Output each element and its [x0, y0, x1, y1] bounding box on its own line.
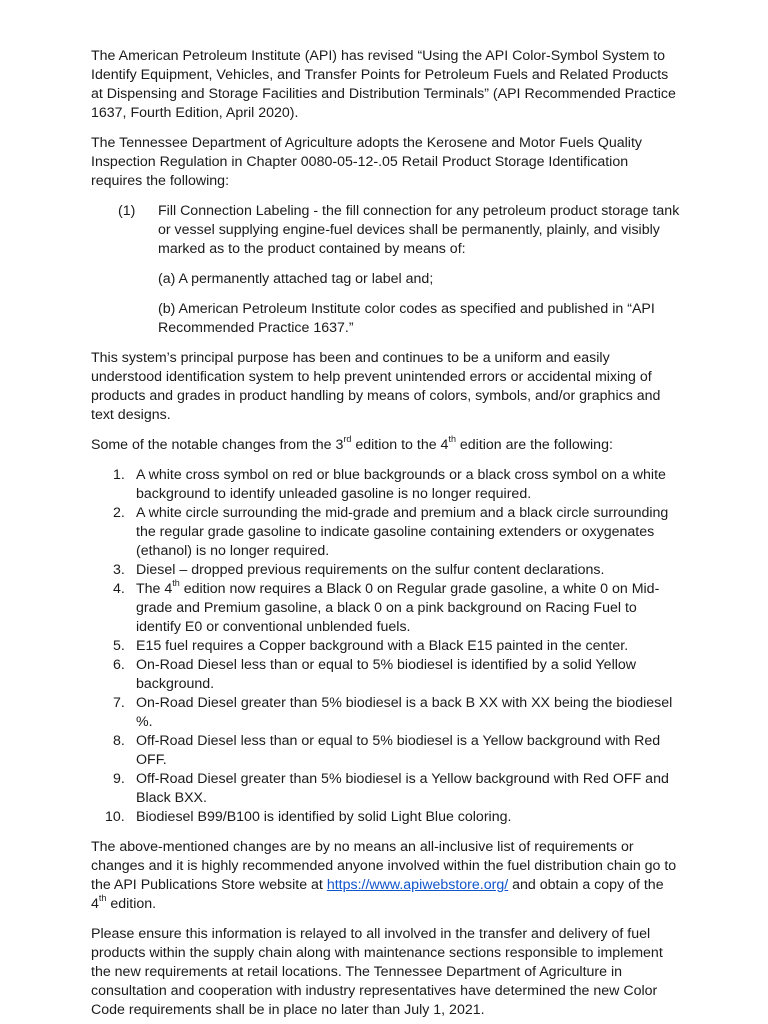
list-item: 5. E15 fuel requires a Copper background with a Black E15 painted in the center. — [113, 638, 629, 654]
api-webstore-link[interactable]: https://www.apiwebstore.org/ — [326, 877, 509, 893]
regulation-item-number: (1) — [118, 203, 136, 219]
paragraph-notable-changes-intro: Some of the notable changes from the 3rd edition to the 4th edition are the following: — [91, 434, 613, 453]
list-item: 4. The 4th edition now requires a Black 0 on Regular grade gasoline, a white 0 on Mid-grade and Premium gasoline, a black 0 on a pink background on Racing Fuel to identify E0 or conventional unblended fuels. — [113, 578, 660, 635]
list-item: 1. A white cross symbol on red or blue backgrounds or a black cross symbol on a white background to identify unleaded gasoline is no longer required. — [113, 467, 666, 502]
list-item: 3. Diesel – dropped previous requirements on the sulfur content declarations. — [113, 562, 605, 578]
changes-list — [91, 466, 682, 827]
list-item: 7. On-Road Diesel greater than 5% biodiesel is a back B XX with XX being the biodiesel %. — [113, 695, 673, 730]
list-item: 8. Off-Road Diesel less than or equal to 5% biodiesel is a Yellow background with Red OFF. — [113, 733, 661, 768]
list-item: 2. A white circle surrounding the mid-grade and premium and a black circle surrounding the regular grade gasoline to indicate gasoline containing extenders or oxygenates (ethanol) is no longer required. — [113, 505, 669, 559]
paragraph-implementation-deadline: Please ensure this information is relayed to all involved in the transfer and delivery of fuel products within the supply chain along with maintenance sections responsible to implement the new requirements at retail locations. The Tennessee Department of Agriculture in consultation and cooperation with industry representatives have determined the new Color Code requirements shall be in place no later than July 1, 2021. — [91, 926, 663, 1018]
regulation-subitem-a: (a) A permanently attached tag or label and; — [158, 271, 434, 287]
paragraph-api-store: The above-mentioned changes are by no means an all-inclusive list of requirements or changes and it is highly recommended anyone involved within the fuel distribution chain go to the API Publications Store website at https://www.apiwebstore.org/ and obtain a copy of the 4th edition. — [91, 839, 677, 912]
paragraph-api-revision: The American Petroleum Institute (API) has revised “Using the API Color-Symbol System to Identify Equipment, Vehicles, and Transfer Points for Petroleum Fuels and Related Products at Dispensing and Storage Facilities and Distribution Terminals” (API Recommended Practice 1637, Fourth Edition, April 2020). — [91, 48, 676, 121]
list-item: 9. Off-Road Diesel greater than 5% biodiesel is a Yellow background with Red OFF and Black BXX. — [113, 771, 669, 806]
regulation-subitem-b: (b) American Petroleum Institute color codes as specified and published in “API Recommended Practice 1637.” — [158, 301, 655, 336]
regulation-item-text: Fill Connection Labeling - the fill connection for any petroleum product storage tank or vessel supplying engine-fuel devices shall be permanently, plainly, and visibly marked as to the product contained by means of: — [158, 203, 680, 257]
paragraph-system-purpose: This system’s principal purpose has been and continues to be a uniform and easily understood identification system to help prevent unintended errors or accidental mixing of products and grades in product handling by means of colors, symbols, and/or graphics and text designs. — [91, 350, 661, 423]
regulation-item-1 — [118, 202, 682, 259]
list-item: 6. On-Road Diesel less than or equal to 5% biodiesel is identified by a solid Yellow background. — [113, 657, 637, 692]
list-item: 10. Biodiesel B99/B100 is identified by solid Light Blue coloring. — [105, 809, 512, 825]
paragraph-tn-regulation: The Tennessee Department of Agriculture adopts the Kerosene and Motor Fuels Quality Inspection Regulation in Chapter 0080-05-12-.05 Retail Product Storage Identification requires the following: — [91, 135, 642, 189]
